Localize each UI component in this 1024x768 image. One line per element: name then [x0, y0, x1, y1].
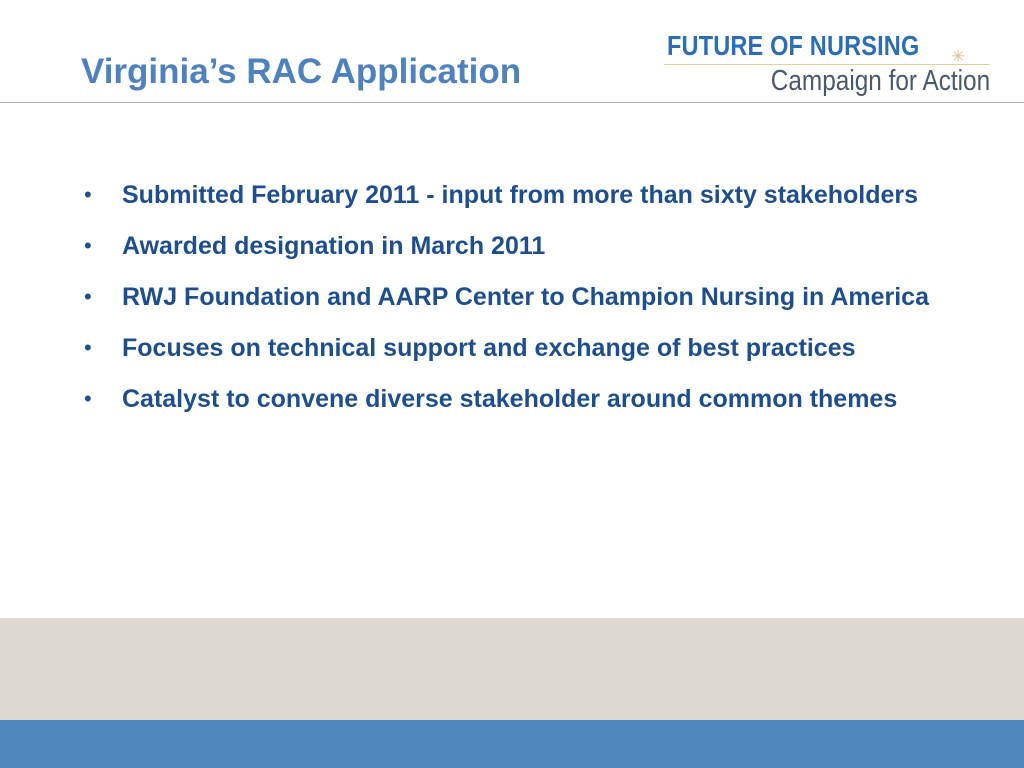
bullet-item: [82, 278, 982, 316]
bullet-item: [82, 176, 982, 214]
bullet-item: [82, 329, 982, 367]
bullet-text: Submitted February 2011 - input from more than sixty stakeholders: [122, 181, 919, 209]
bullet-list: [82, 176, 982, 431]
bullet-item: [82, 227, 982, 265]
bullet-dot-icon: •: [84, 182, 92, 207]
bullet-dot-icon: •: [84, 386, 92, 411]
bullet-text: Focuses on technical support and exchange of best practices: [122, 334, 856, 362]
star-icon: ✳: [951, 47, 966, 67]
footer-band-blue: [0, 720, 1024, 768]
bullet-item: [82, 380, 982, 418]
bullet-dot-icon: •: [84, 284, 92, 309]
bullet-text: RWJ Foundation and AARP Center to Champion Nursing in America: [122, 283, 929, 311]
bullet-dot-icon: •: [84, 335, 92, 360]
logo-subtitle: Campaign for Action: [770, 65, 990, 97]
slide-title: Virginia’s RAC Application: [81, 52, 522, 91]
future-of-nursing-logo: [664, 30, 994, 100]
bullet-dot-icon: •: [84, 233, 92, 258]
header-divider: [0, 102, 1024, 103]
bullet-text: Catalyst to convene diverse stakeholder around common themes: [122, 385, 898, 413]
bullet-text: Awarded designation in March 2011: [122, 232, 546, 260]
footer-band-beige: [0, 618, 1024, 720]
logo-title: FUTURE OF NURSING: [667, 30, 920, 61]
